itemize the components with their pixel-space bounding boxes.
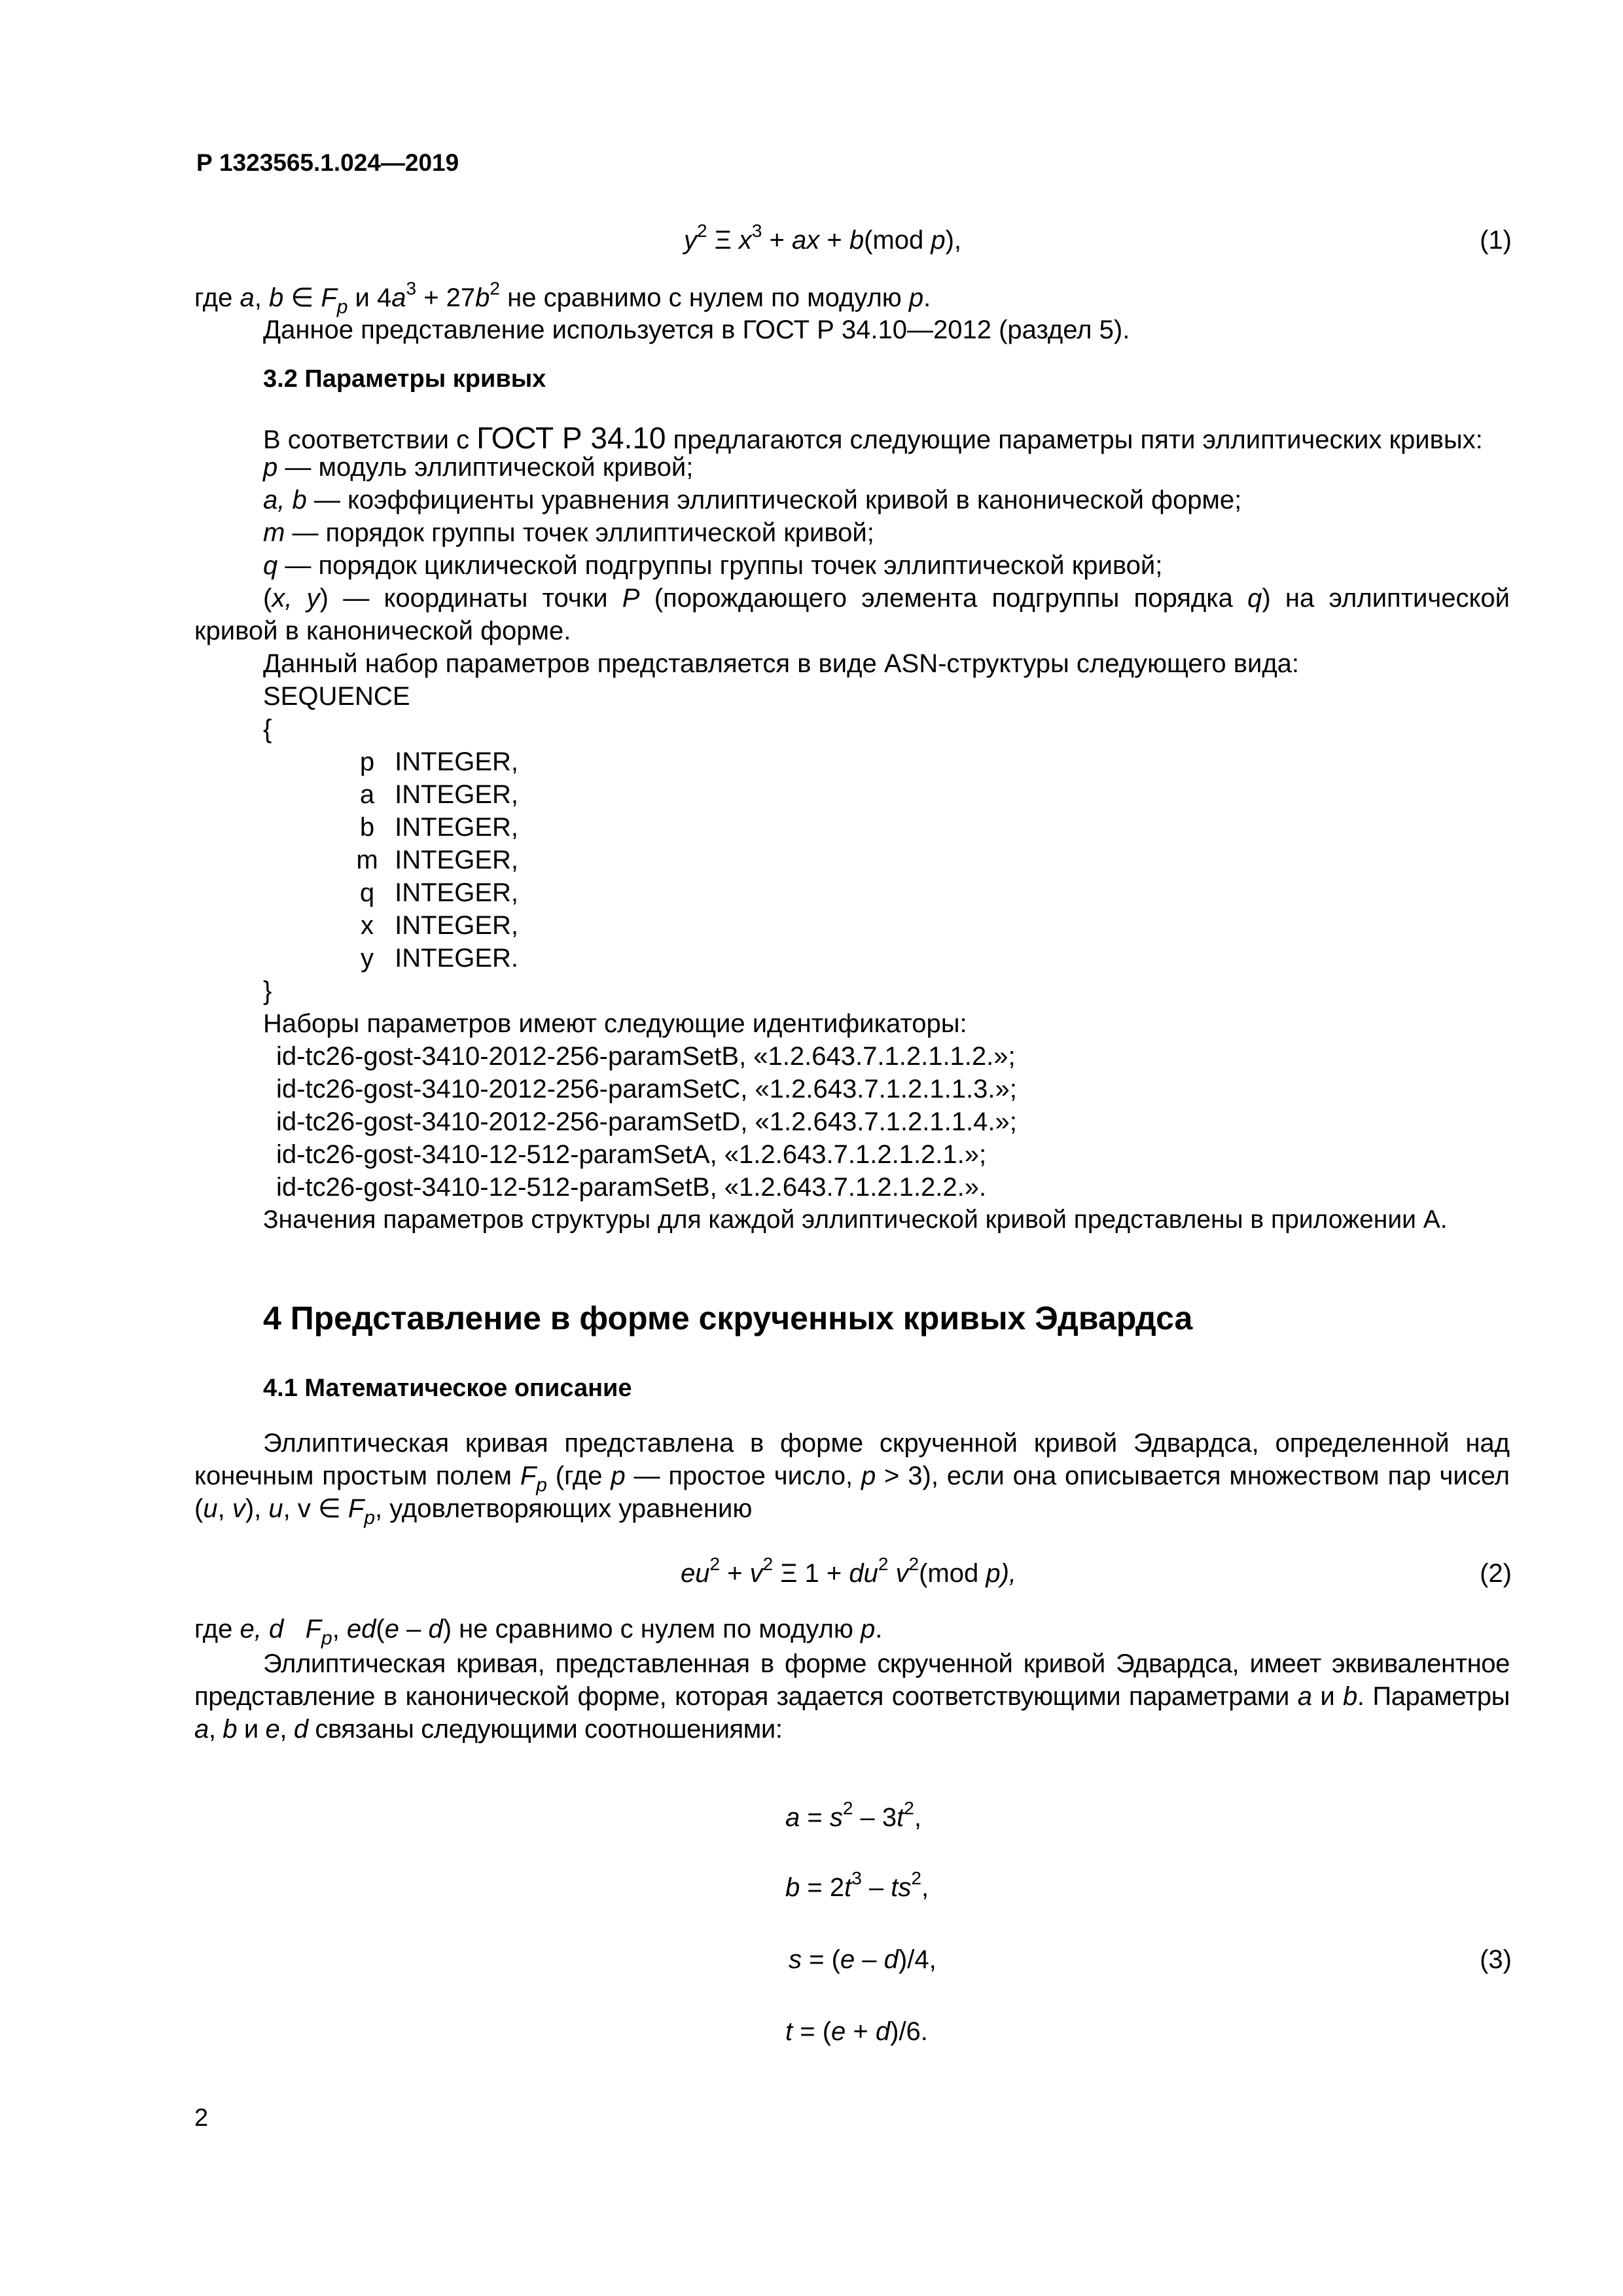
equation-3-s: s = (e – d)/4, — [789, 1945, 936, 1974]
section-4-1-paragraph-1: Эллиптическая кривая представлена в форме скрученной кривой Эдвардса, определенной над конечным простым полем $F_p$ (где p — простое число, p > 3), если она описывается множеством пар чисел (u, v), u, v ∈ $F_p$, удовлетворяющих уравнению — [194, 1429, 1510, 1529]
section-3-2-intro: В соответствии с ГОСТ Р 34.10 предлагаются следующие параметры пяти эллиптических кривых: — [263, 421, 1483, 455]
param-set-id: id-tc26-gost-3410-12-512-paramSetA, «1.2.643.7.1.2.1.2.1.»; — [276, 1140, 987, 1169]
asn-sequence-keyword: SEQUENCE — [263, 682, 410, 711]
equation-1: $y^2$ Ξ $x^3$ + ax + b(mod p), — [684, 220, 962, 255]
values-note: Значения параметров структуры для каждой эллиптической кривой представлены в приложении А. — [263, 1206, 1448, 1234]
paragraph-where-1: где a, b ∈ $F_p$ и $4a^3 + 27b^2$ не сравнимо с нулем по модулю p. — [194, 278, 931, 318]
section-4-heading: 4 Представление в форме скрученных кривых Эдвардса — [263, 1300, 1193, 1336]
asn-intro: Данный набор параметров представляется в виде ASN-структуры следующего вида: — [263, 649, 1300, 678]
asn-field: q INTEGER, — [359, 878, 519, 907]
param-m-desc: m — порядок группы точек эллиптической кривой; — [263, 518, 874, 547]
param-set-id: id-tc26-gost-3410-2012-256-paramSetD, «1.2.643.7.1.2.1.1.4.»; — [276, 1107, 1017, 1136]
section-4-1-paragraph-2: Эллиптическая кривая, представленная в форме скрученной кривой Эдвардса, имеет эквивалентное представление в канонической форме, которая задается соответствующими параметрами a и b. Параметры a, b и e, d связаны следующими соотношениями: — [194, 1649, 1510, 1744]
equation-3-a: $a = s^2 - 3t^2$, — [785, 1797, 921, 1832]
asn-field: m INTEGER, — [356, 846, 519, 874]
param-set-id: id-tc26-gost-3410-2012-256-paramSetC, «1.2.643.7.1.2.1.1.3.»; — [276, 1075, 1017, 1103]
param-q-desc: q — порядок циклической подгруппы группы точек эллиптической кривой; — [263, 551, 1163, 580]
paragraph-representation-note: Данное представление используется в ГОСТ Р 34.10—2012 (раздел 5). — [263, 315, 1130, 344]
asn-field: y INTEGER. — [361, 944, 519, 973]
asn-brace-close: } — [263, 977, 272, 1005]
section-3-2-heading: 3.2 Параметры кривых — [263, 365, 546, 393]
asn-brace-open: { — [263, 715, 272, 744]
section-4-1-heading: 4.1 Математическое описание — [263, 1374, 632, 1402]
param-p-desc: p — модуль эллиптической кривой; — [263, 453, 694, 482]
param-set-id: id-tc26-gost-3410-12-512-paramSetB, «1.2.643.7.1.2.1.2.2.». — [276, 1173, 987, 1202]
param-xy-desc-cont: кривой в канонической форме. — [194, 617, 571, 645]
equation-3-number: (3) — [1480, 1945, 1512, 1974]
page-number: 2 — [194, 2104, 209, 2132]
asn-field: a INTEGER, — [359, 780, 519, 809]
document-code: Р 1323565.1.024—2019 — [196, 149, 459, 176]
asn-field: b INTEGER, — [359, 813, 519, 842]
equation-2: $eu^2 + v^2$ Ξ $1 + du^2$ $v^2(mod$ p), — [681, 1553, 1017, 1588]
equation-3-t: t = (e + d)/6. — [785, 2017, 928, 2046]
equation-1-number: (1) — [1480, 226, 1512, 255]
param-ab-desc: a, b — коэффициенты уравнения эллиптической кривой в канонической форме; — [263, 486, 1242, 514]
asn-field: p INTEGER, — [359, 747, 519, 776]
paragraph-where-2: где e, d $F_p$, ed(e – d) не сравнимо с нулем по модулю p. — [194, 1615, 883, 1649]
equation-3-b: $b = 2t^3 - ts^2$, — [785, 1867, 929, 1902]
param-xy-desc: (x, y) — координаты точки P (порождающего элемента подгруппы порядка q) на эллиптической — [263, 584, 1510, 613]
equation-2-number: (2) — [1480, 1559, 1512, 1588]
asn-field: x INTEGER, — [361, 911, 519, 940]
param-set-id: id-tc26-gost-3410-2012-256-paramSetB, «1.2.643.7.1.2.1.1.2.»; — [276, 1042, 1016, 1071]
ids-intro: Наборы параметров имеют следующие идентификаторы: — [263, 1009, 967, 1038]
